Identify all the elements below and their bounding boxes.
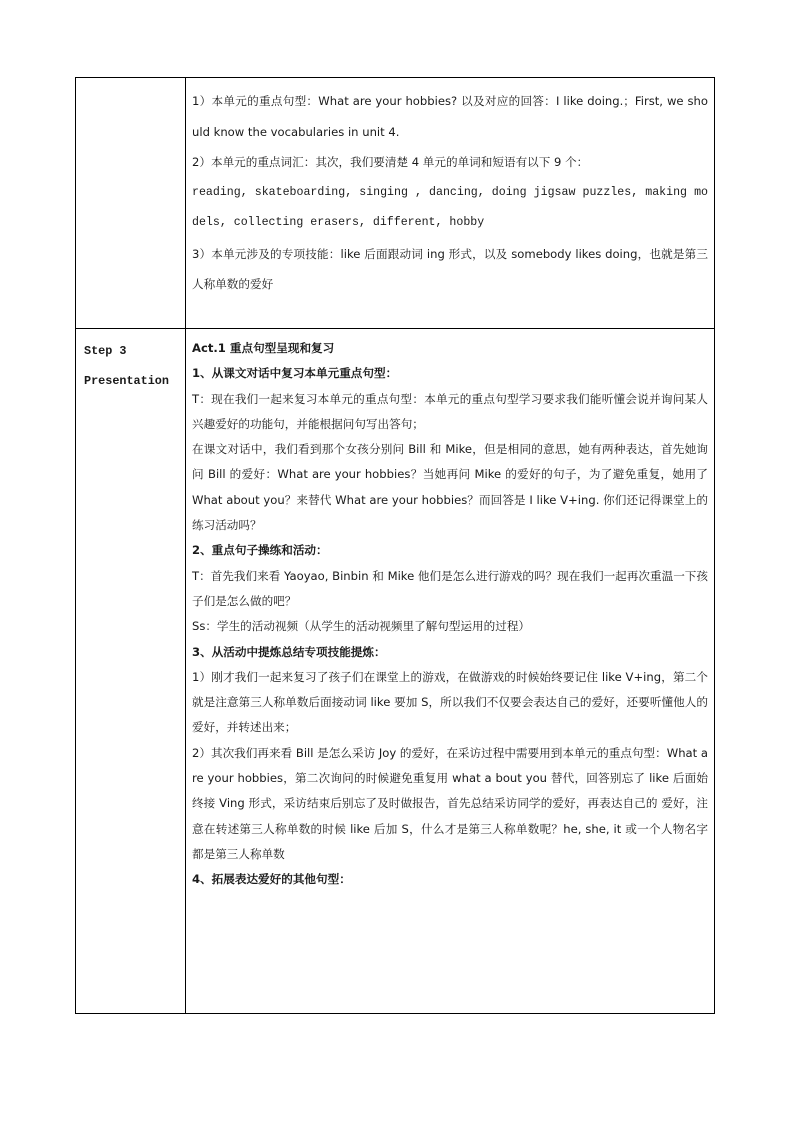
lesson-plan-table (75, 77, 715, 1014)
key-vocabulary-intro: 2）本单元的重点词汇：其次，我们要清楚 4 单元的单词和短语有以下 9 个： (192, 155, 589, 169)
presentation-cell (192, 336, 708, 893)
paragraph: T：现在我们一起来复习本单元的重点句型：本单元的重点句型学习要求我们能听懂会说并询问某人兴趣爱好的功能句，并能根据问句写出答句； (192, 391, 708, 431)
objectives-cell (192, 86, 708, 300)
section-heading-2: 2、重点句子操练和活动： (192, 543, 328, 558)
column-divider (185, 78, 186, 1013)
row-divider (76, 328, 714, 329)
step-number: Step 3 (84, 344, 127, 358)
paragraph: 1）刚才我们一起来复习了孩子们在课堂上的游戏，在做游戏的时候始终要记住 like V+ing，第二个就是注意第三人称单数后面接动词 like 要加 S，所以我们不仅要会表达自己的爱好，还要听懂他人的爱好，并转述出来； (192, 669, 708, 735)
paragraph: T：首先我们来看 Yaoyao, Binbin 和 Mike 他们是怎么进行游戏的吗？现在我们一起再次重温一下孩子们是怎么做的吧？ (192, 568, 708, 608)
section-heading-4: 4、拓展表达爱好的其他句型： (192, 872, 351, 887)
paragraph: 在课文对话中，我们看到那个女孩分别问 Bill 和 Mike，但是相同的意思，她有两种表达，首先她询问 Bill 的爱好：What are your hobbies？当她再问 Mike 的爱好的句子，为了避免重复，她用了 What about you？来替代 What are your hobbies？而回答是 I like V+ing. 你们还记得课堂上的练习活动吗？ (192, 442, 708, 533)
key-sentence-pattern: 1）本单元的重点句型：What are your hobbies? 以及对应的回答：I like doing.；First, we should know the vocabularies in unit 4. (192, 94, 708, 139)
activity-title: Act.1 重点句型呈现和复习 (192, 341, 335, 355)
special-skill: 3）本单元涉及的专项技能：like 后面跟动词 ing 形式，以及 somebody likes doing，也就是第三人称单数的爱好 (192, 246, 708, 291)
section-heading-3: 3、从活动中提炼总结专项技能提炼： (192, 644, 386, 659)
step-name: Presentation (84, 374, 169, 388)
paragraph: Ss：学生的活动视频（从学生的活动视频里了解句型运用的过程） (192, 619, 531, 634)
section-heading-1: 1、从课文对话中复习本单元重点句型： (192, 366, 398, 381)
vocabulary-list: reading, skateboarding, singing , dancing, doing jigsaw puzzles, making models, collecting erasers, different, hobby (192, 185, 708, 229)
step-label-cell (84, 336, 182, 396)
paragraph: 2）其次我们再来看 Bill 是怎么采访 Joy 的爱好，在采访过程中需要用到本单元的重点句型：What are your hobbies，第二次询问的时候避免重复用 what a bout you 替代，回答别忘了 like 后面始终接 Ving 形式，采访结束后别忘了及时做报告，首先总结采访同学的爱好，再表达自己的 爱好，注意在转述第三人称单数的时候 like 后加 S，什么才是第三人称单数呢？he, she, it 或一个人物名字都是第三人称单数 (192, 745, 708, 861)
